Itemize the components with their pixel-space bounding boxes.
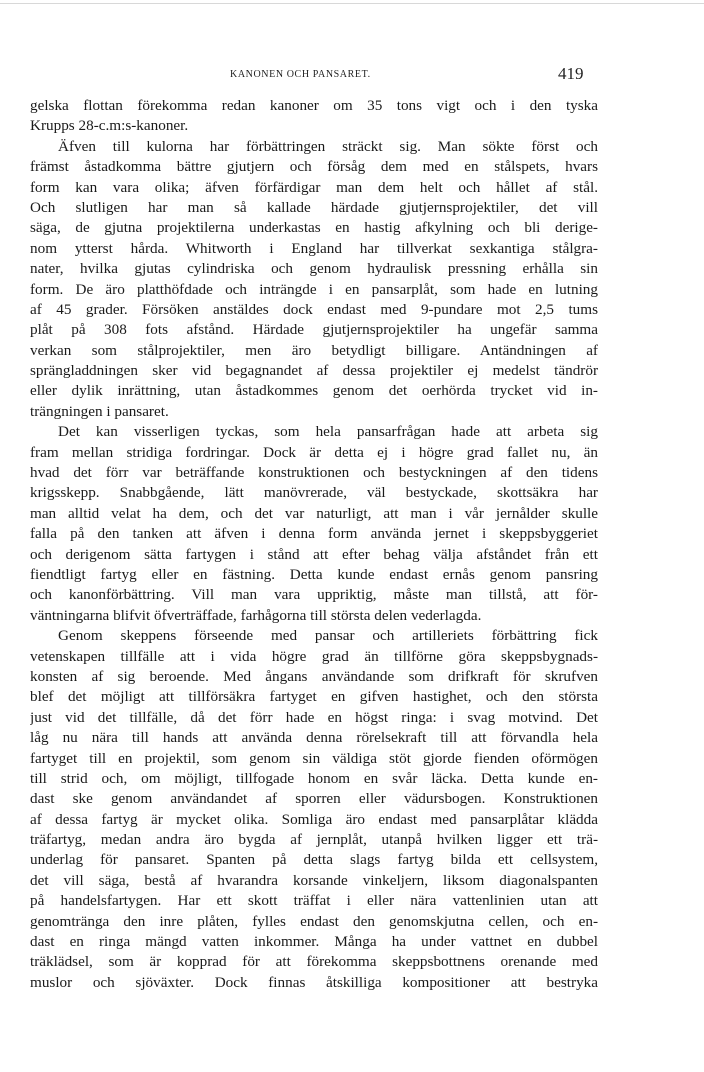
text-line: Genom skeppens förseende med pansar och artilleriets förbättring fick bbox=[58, 627, 598, 645]
text-line: väntningarna blifvit öfverträffade, farhågorna till största delen vederlagda. bbox=[30, 606, 482, 624]
text-line: träklädsel, som är kopprad för att förekomma skeppsbottnens orenande med bbox=[30, 953, 598, 971]
body-text bbox=[30, 96, 598, 993]
text-line: fartyget till en projektil, som genom sin väldiga stöt gjorde fienden oförmögen bbox=[30, 749, 598, 767]
page-number: 419 bbox=[558, 64, 584, 83]
text-line: underlag för pansaret. Spanten på detta slags fartyg bilda ett cellsystem, bbox=[30, 851, 598, 869]
text-line: trängningen i pansaret. bbox=[30, 402, 169, 420]
text-line: plåt på 308 fots afstånd. Härdade gjutjernsprojektiler ha ungefär samma bbox=[30, 321, 598, 339]
text-line: och kanonförbättring. Vill man vara uppriktig, måste man tillstå, att för- bbox=[30, 586, 598, 604]
text-line: på handelsfartygen. Har ett skott träffat i eller nära vattenlinien utan att bbox=[30, 892, 598, 910]
text-line: nom ytterst hårda. Whitworth i England har tillverkat sexkantiga stålgra- bbox=[30, 239, 598, 257]
text-line: krigsskepp. Snabbgående, lätt manövrerade, väl bestyckade, skottsäkra har bbox=[30, 484, 598, 502]
running-title: KANONEN OCH PANSARET. bbox=[230, 69, 371, 80]
text-line: form. De äro platthöfdade och inträngde i en pansarplåt, som hade en lutning bbox=[30, 280, 598, 298]
text-line: af 45 grader. Försöken anstäldes dock endast med 9-pundare mot 2,5 tums bbox=[30, 300, 598, 318]
text-line: och derigenom sätta fartygen i stånd att efter behag välja afståndet från ett bbox=[30, 545, 598, 563]
text-line: Det kan visserligen tyckas, som hela pansarfrågan hade att arbeta sig bbox=[58, 423, 598, 441]
text-line: just vid det tillfälle, då det förr hade en högst ringa: i svag motvind. Det bbox=[30, 708, 598, 726]
text-line: sprängladdningen sker vid begagnandet af dessa projektiler ej medelst tändrör bbox=[30, 362, 598, 380]
text-line: främst åstadkomma bättre gjutjern och försåg dem med en stålspets, hvars bbox=[30, 158, 598, 176]
text-line: hvad det förr var beträffande konstruktionen och bestyckningen af den tidens bbox=[30, 464, 598, 482]
text-line: muslor och sjöväxter. Dock finnas åtskilliga kompositioner att bestryka bbox=[30, 973, 598, 991]
text-line: nater, hvilka gjutas cylindriska och genom hydraulisk pressning erhålla sin bbox=[30, 260, 598, 278]
text-line: gelska flottan förekomma redan kanoner om 35 tons vigt och i den tyska bbox=[30, 97, 598, 114]
text-line: dast en ringa mängd vatten inkommer. Många ha under vattnet en dubbel bbox=[30, 933, 598, 951]
text-line: af dessa fartyg är mycket olika. Somliga äro endast med pansarplåtar klädda bbox=[30, 810, 598, 828]
text-line: Äfven till kulorna har förbättringen sträckt sig. Man sökte först och bbox=[58, 137, 598, 155]
top-edge-rule bbox=[0, 3, 704, 4]
text-line: Krupps 28-c.m:s-kanoner. bbox=[30, 117, 189, 135]
text-line: verkan som stålprojektiler, men äro betydligt billigare. Antändningen af bbox=[30, 341, 598, 359]
text-line: dast ske genom användandet af sporren eller vädursbogen. Konstruktionen bbox=[30, 790, 598, 808]
text-line: låg nu nära till hands att använda denna rörelsekraft till att förvandla hela bbox=[30, 729, 598, 747]
text-line: blef det möjligt att tillförsäkra fartyget en gifven hastighet, och den största bbox=[30, 688, 598, 706]
text-line: vetenskapen tillfälle att i vida högre grad än tillförne göra skeppsbygnads- bbox=[30, 647, 598, 665]
text-line: genomtränga den inre plåten, fylles endast den genomskjutna cellen, och en- bbox=[30, 912, 598, 930]
text-line: eller dylik inrättning, utan åstadkommes genom det oerhörda trycket vid in- bbox=[30, 382, 598, 400]
text-line: falla på den tanken att äfven i denna form använda jernet i skeppsbyggeriet bbox=[30, 525, 598, 543]
text-line: man alltid velat ha dem, och det var naturligt, att man i vår jernålder skulle bbox=[30, 504, 598, 522]
text-line: konsten af sig beroende. Med ångans användande som drifkraft för skrufven bbox=[30, 667, 598, 685]
text-line: säga, de gjutna projektilerna underkastas en hastig afkylning och bli derige- bbox=[30, 219, 598, 237]
text-line: till strid och, om möjligt, tillfogade honom en svår läcka. Detta kunde en- bbox=[30, 769, 598, 787]
text-line: det vill säga, bestå af hvarandra korsande vinkeljern, liksom diagonalspanten bbox=[30, 871, 598, 889]
text-line: form kan vara olika; äfven förfärdigar man dem helt och hållet af stål. bbox=[30, 178, 598, 196]
text-line: Och slutligen har man så kallade härdade gjutjernsprojektiler, det vill bbox=[30, 198, 598, 216]
text-line: fiendtligt fartyg eller en fästning. Detta kunde endast ernås genom pansring bbox=[30, 565, 598, 583]
text-line: fram mellan stridiga fordringar. Dock är detta ej i högre grad fallet nu, än bbox=[30, 443, 598, 461]
text-line: träfartyg, medan andra äro bygda af jernplåt, utanpå hvilken ligger ett trä- bbox=[30, 831, 598, 849]
